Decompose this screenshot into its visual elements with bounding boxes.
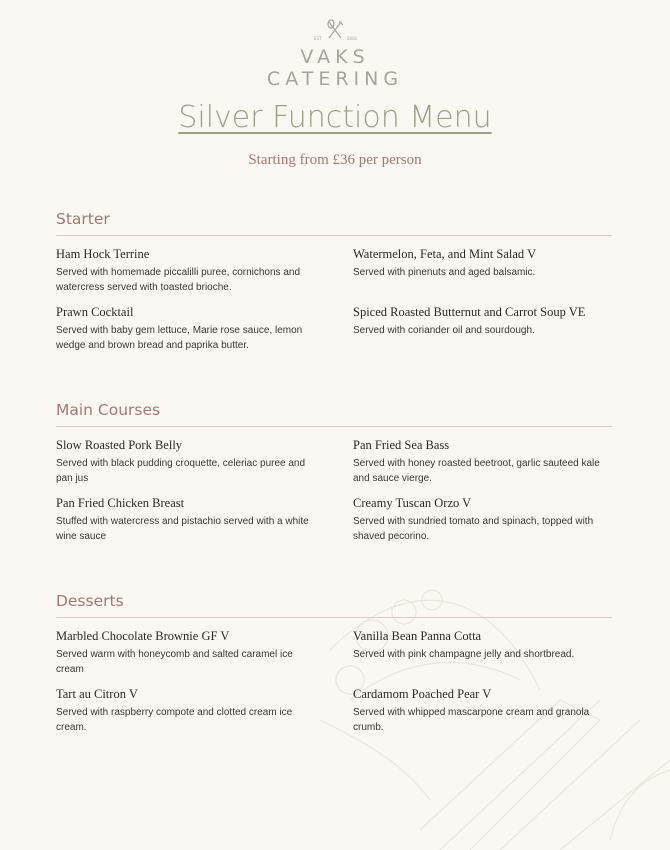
dish-description: Served with sundried tomato and spinach, topped with shaved pecorino. <box>353 516 594 542</box>
dish-description: Served with whipped mascarpone cream and granola crumb. <box>353 707 590 733</box>
dish-description: Served with pink champagne jelly and shortbread. <box>353 649 575 660</box>
section-starter <box>56 210 612 353</box>
dish-name: Watermelon, Feta, and Mint Salad V <box>353 247 537 261</box>
dish-item <box>353 246 612 295</box>
dish-item <box>353 304 612 353</box>
dish-item <box>353 495 612 544</box>
dish-description: Served with coriander oil and sourdough. <box>353 325 535 336</box>
vaks-catering-logo <box>0 18 670 90</box>
dish-item <box>56 495 353 544</box>
dish-name: Pan Fried Chicken Breast <box>56 496 185 510</box>
dish-description: Served with pinenuts and aged balsamic. <box>353 267 536 278</box>
logo-est: EST <box>314 36 322 41</box>
dish-name: Creamy Tuscan Orzo V <box>353 496 472 510</box>
dish-description: Served with baby gem lettuce, Marie rose sauce, lemon wedge and brown bread and paprika butter. <box>56 325 303 351</box>
dish-description: Stuffed with watercress and pistachio served with a white wine sauce <box>56 516 309 542</box>
dish-name: Cardamom Poached Pear V <box>353 687 492 701</box>
dish-item <box>56 304 353 353</box>
dish-description: Served with raspberry compote and clotted cream ice cream. <box>56 707 293 733</box>
dish-name: Slow Roasted Pork Belly <box>56 438 183 452</box>
dish-item <box>353 628 612 677</box>
logo-year: 2001 <box>347 36 358 41</box>
dish-name: Marbled Chocolate Brownie GF V <box>56 629 230 643</box>
dish-item <box>56 686 353 735</box>
price-subtitle: Starting from £36 per person <box>248 152 422 168</box>
logo-name-line2: CATERING <box>266 68 404 90</box>
section-heading: Main Courses <box>56 401 612 427</box>
section-heading: Desserts <box>56 592 612 618</box>
menu-title <box>0 100 670 135</box>
dish-name: Vanilla Bean Panna Cotta <box>353 629 482 643</box>
section-heading: Starter <box>56 210 612 236</box>
dish-description: Served with black pudding croquette, celeriac puree and pan jus <box>56 458 306 484</box>
dish-name: Pan Fried Sea Bass <box>353 438 450 452</box>
menu-title-text: Silver Function Menu <box>178 100 492 135</box>
dish-name: Spiced Roasted Butternut and Carrot Soup VE <box>353 305 586 319</box>
logo-name-line1: VAKS <box>300 46 370 68</box>
dish-description: Served with honey roasted beetroot, garlic sauteed kale and sauce vierge. <box>353 458 600 484</box>
dish-item <box>56 246 353 295</box>
dish-item <box>56 437 353 486</box>
dish-name: Prawn Cocktail <box>56 305 134 319</box>
dish-name: Ham Hock Terrine <box>56 247 150 261</box>
dish-item <box>56 628 353 677</box>
section-main-courses <box>56 401 612 544</box>
dish-item <box>353 686 612 735</box>
whisk-knife-icon <box>305 18 365 46</box>
dish-name: Tart au Citron V <box>56 687 138 701</box>
dish-description: Served warm with honeycomb and salted caramel ice cream <box>56 649 293 675</box>
dish-item <box>353 437 612 486</box>
section-desserts <box>56 592 612 735</box>
dish-description: Served with homemade piccalilli puree, cornichons and watercress served with toasted brioche. <box>56 267 301 293</box>
